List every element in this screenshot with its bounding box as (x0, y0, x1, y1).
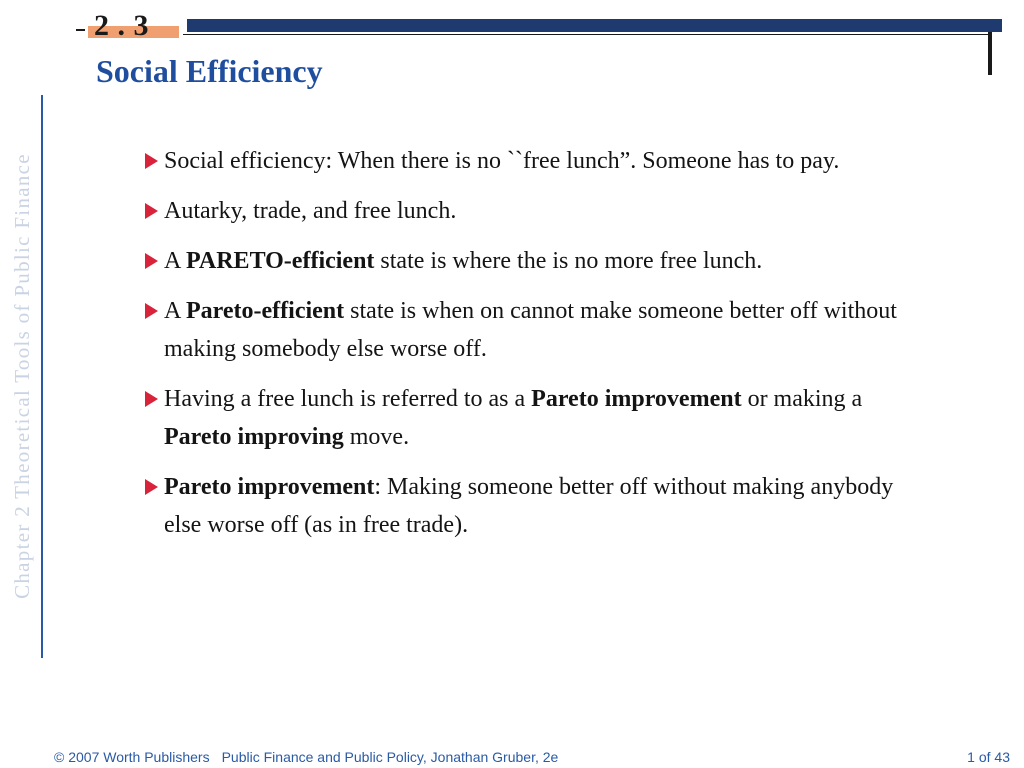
bullet-text: Having a free lunch is referred to as a (164, 386, 532, 412)
header-corner-rule (988, 32, 992, 75)
bullet-item (142, 142, 932, 180)
bullet-bold-term: Pareto improvement (531, 386, 742, 412)
header-tick-decoration (76, 29, 85, 31)
right-triangle-icon (145, 303, 158, 319)
bullet-bold-term: PARETO-efficient (186, 248, 375, 274)
bullet-list (142, 142, 932, 556)
bullet-text: move. (343, 424, 410, 450)
bullet-item (142, 292, 932, 368)
right-triangle-icon (145, 479, 158, 495)
header-bar (187, 19, 1002, 32)
bullet-text: state is when on cannot make someone better off without making somebody else worse off. (164, 298, 897, 362)
right-triangle-icon (145, 153, 158, 169)
bullet-item (142, 468, 932, 544)
side-rule (41, 95, 43, 658)
bullet-text: : Making someone better off without making anybody else worse off (as in free trade). (164, 474, 894, 538)
right-triangle-icon (145, 203, 158, 219)
bullet-text: Social efficiency: When there is no ``free lunch”. Someone has to pay. (164, 148, 840, 174)
page-number: 1 of 43 (967, 749, 1010, 765)
right-triangle-icon (145, 391, 158, 407)
bullet-bold-term: Pareto improvement (164, 474, 375, 500)
bullet-text: state is where the is no more free lunch. (374, 248, 763, 274)
section-number: 2 . 3 (94, 9, 149, 42)
slide-title: Social Efficiency (96, 53, 323, 89)
bullet-item (142, 380, 932, 456)
footer-copyright: © 2007 Worth Publishers (54, 749, 210, 765)
bullet-item (142, 192, 932, 230)
bullet-text: A (164, 298, 187, 324)
bullet-text: Autarky, trade, and free lunch. (164, 198, 457, 224)
bullet-bold-term: Pareto improving (164, 424, 344, 450)
bullet-bold-term: Pareto-efficient (186, 298, 345, 324)
footer-book-title: Public Finance and Public Policy, Jonathan Gruber, 2e (221, 749, 559, 765)
header-rule (183, 34, 988, 35)
bullet-text: or making a (741, 386, 863, 412)
footer (54, 748, 570, 766)
bullet-item (142, 242, 932, 280)
right-triangle-icon (145, 253, 158, 269)
bullet-text: A (164, 248, 187, 274)
chapter-side-label: Chapter 2 Theoretical Tools of Public Finance (10, 153, 34, 599)
